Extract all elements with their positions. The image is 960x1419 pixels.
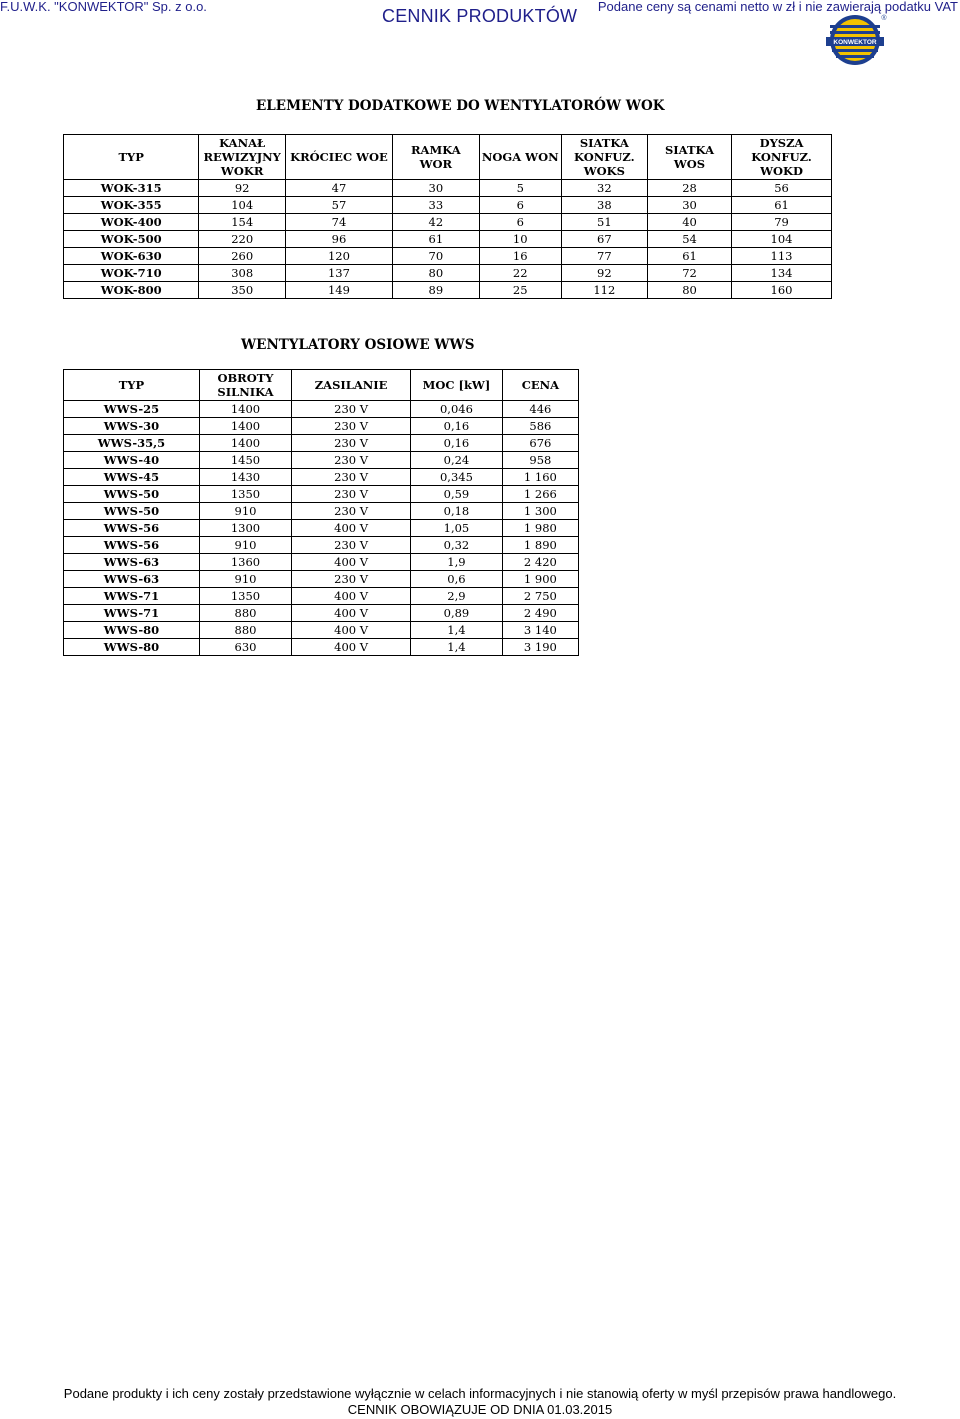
column-header: KRÓCIEC WOE [286, 135, 393, 180]
konwektor-logo-icon [824, 12, 888, 66]
table-row [64, 214, 832, 231]
value-cell: 6 [479, 197, 561, 214]
value-cell: 308 [199, 265, 286, 282]
column-header: TYP [64, 135, 199, 180]
column-header: RAMKA WOR [392, 135, 479, 180]
value-cell: 80 [647, 282, 731, 299]
value-cell: 910 [199, 571, 291, 588]
value-cell: 910 [199, 503, 291, 520]
logo-text: KONWEKTOR [833, 39, 877, 46]
value-cell: 80 [392, 265, 479, 282]
type-cell: WWS-71 [64, 588, 200, 605]
table-row [64, 435, 579, 452]
type-cell: WOK-630 [64, 248, 199, 265]
value-cell: 400 V [292, 605, 411, 622]
value-cell: 1,9 [411, 554, 503, 571]
value-cell: 2 490 [502, 605, 578, 622]
type-cell: WWS-50 [64, 486, 200, 503]
value-cell: 676 [502, 435, 578, 452]
table-row [64, 503, 579, 520]
value-cell: 1 266 [502, 486, 578, 503]
column-header: NOGA WON [479, 135, 561, 180]
table-row [64, 197, 832, 214]
value-cell: 61 [392, 231, 479, 248]
value-cell: 0,046 [411, 401, 503, 418]
type-cell: WWS-56 [64, 520, 200, 537]
value-cell: 1,4 [411, 622, 503, 639]
value-cell: 230 V [292, 452, 411, 469]
value-cell: 30 [392, 180, 479, 197]
value-cell: 230 V [292, 537, 411, 554]
table-row [64, 554, 579, 571]
type-cell: WWS-56 [64, 537, 200, 554]
value-cell: 32 [561, 180, 647, 197]
value-cell: 0,16 [411, 418, 503, 435]
wok-accessories-title: ELEMENTY DODATKOWE DO WENTYLATORÓW WOK [256, 98, 665, 114]
value-cell: 1,4 [411, 639, 503, 656]
value-cell: 2,9 [411, 588, 503, 605]
value-cell: 96 [286, 231, 393, 248]
value-cell: 92 [199, 180, 286, 197]
value-cell: 160 [732, 282, 832, 299]
value-cell: 0,18 [411, 503, 503, 520]
vat-note: Podane ceny są cenami netto w zł i nie zawierają podatku VAT [597, 0, 958, 14]
type-cell: WOK-500 [64, 231, 199, 248]
column-header: KANAŁ REWIZYJNY WOKR [199, 135, 286, 180]
table-row [64, 571, 579, 588]
type-cell: WWS-80 [64, 622, 200, 639]
value-cell: 57 [286, 197, 393, 214]
value-cell: 33 [392, 197, 479, 214]
type-cell: WOK-315 [64, 180, 199, 197]
value-cell: 230 V [292, 401, 411, 418]
table-row [64, 537, 579, 554]
value-cell: 880 [199, 605, 291, 622]
value-cell: 67 [561, 231, 647, 248]
value-cell: 30 [647, 197, 731, 214]
table-header-row [64, 135, 832, 180]
value-cell: 2 420 [502, 554, 578, 571]
value-cell: 0,345 [411, 469, 503, 486]
value-cell: 1350 [199, 588, 291, 605]
value-cell: 61 [732, 197, 832, 214]
value-cell: 400 V [292, 639, 411, 656]
value-cell: 149 [286, 282, 393, 299]
value-cell: 77 [561, 248, 647, 265]
value-cell: 120 [286, 248, 393, 265]
value-cell: 350 [199, 282, 286, 299]
value-cell: 79 [732, 214, 832, 231]
value-cell: 1400 [199, 401, 291, 418]
value-cell: 56 [732, 180, 832, 197]
value-cell: 10 [479, 231, 561, 248]
value-cell: 51 [561, 214, 647, 231]
type-cell: WWS-35,5 [64, 435, 200, 452]
value-cell: 112 [561, 282, 647, 299]
disclaimer: Podane produkty i ich ceny zostały przedstawione wyłącznie w celach informacyjnych i nie stanowią oferty w myśl przepisów prawa handlowego. [63, 1386, 897, 1401]
value-cell: 25 [479, 282, 561, 299]
column-header: DYSZA KONFUZ. WOKD [732, 135, 832, 180]
column-header: SIATKA KONFUZ. WOKS [561, 135, 647, 180]
column-header: OBROTY SILNIKA [199, 370, 291, 401]
value-cell: 70 [392, 248, 479, 265]
value-cell: 1 300 [502, 503, 578, 520]
value-cell: 47 [286, 180, 393, 197]
value-cell: 630 [199, 639, 291, 656]
value-cell: 22 [479, 265, 561, 282]
value-cell: 260 [199, 248, 286, 265]
value-cell: 3 140 [502, 622, 578, 639]
table-row [64, 639, 579, 656]
value-cell: 880 [199, 622, 291, 639]
value-cell: 92 [561, 265, 647, 282]
type-cell: WOK-400 [64, 214, 199, 231]
column-header: TYP [64, 370, 200, 401]
value-cell: 400 V [292, 520, 411, 537]
value-cell: 958 [502, 452, 578, 469]
value-cell: 74 [286, 214, 393, 231]
value-cell: 446 [502, 401, 578, 418]
table-row [64, 452, 579, 469]
table-row [64, 265, 832, 282]
value-cell: 137 [286, 265, 393, 282]
column-header: MOC [kW] [411, 370, 503, 401]
type-cell: WWS-63 [64, 554, 200, 571]
value-cell: 400 V [292, 622, 411, 639]
type-cell: WWS-30 [64, 418, 200, 435]
value-cell: 104 [732, 231, 832, 248]
value-cell: 0,59 [411, 486, 503, 503]
value-cell: 1 980 [502, 520, 578, 537]
table-row [64, 231, 832, 248]
type-cell: WOK-710 [64, 265, 199, 282]
value-cell: 230 V [292, 571, 411, 588]
value-cell: 0,89 [411, 605, 503, 622]
type-cell: WWS-71 [64, 605, 200, 622]
value-cell: 1400 [199, 418, 291, 435]
value-cell: 104 [199, 197, 286, 214]
table-row [64, 180, 832, 197]
type-cell: WWS-63 [64, 571, 200, 588]
column-header: ZASILANIE [292, 370, 411, 401]
value-cell: 230 V [292, 418, 411, 435]
wws-fans-table [63, 369, 579, 656]
value-cell: 1,05 [411, 520, 503, 537]
value-cell: 6 [479, 214, 561, 231]
table-row [64, 605, 579, 622]
value-cell: 400 V [292, 554, 411, 571]
type-cell: WWS-25 [64, 401, 200, 418]
value-cell: 54 [647, 231, 731, 248]
type-cell: WWS-80 [64, 639, 200, 656]
type-cell: WWS-50 [64, 503, 200, 520]
company-name: F.U.W.K. "KONWEKTOR" Sp. z o.o. [0, 0, 207, 14]
value-cell: 586 [502, 418, 578, 435]
value-cell: 0,6 [411, 571, 503, 588]
registered-mark: ® [881, 15, 887, 22]
value-cell: 89 [392, 282, 479, 299]
value-cell: 154 [199, 214, 286, 231]
value-cell: 230 V [292, 486, 411, 503]
table-row [64, 401, 579, 418]
value-cell: 28 [647, 180, 731, 197]
value-cell: 400 V [292, 588, 411, 605]
value-cell: 3 190 [502, 639, 578, 656]
value-cell: 0,32 [411, 537, 503, 554]
table-header-row [64, 370, 579, 401]
value-cell: 0,16 [411, 435, 503, 452]
value-cell: 134 [732, 265, 832, 282]
table-row [64, 418, 579, 435]
value-cell: 113 [732, 248, 832, 265]
value-cell: 1360 [199, 554, 291, 571]
page-title: CENNIK PRODUKTÓW [382, 6, 578, 26]
value-cell: 42 [392, 214, 479, 231]
valid-from: CENNIK OBOWIĄZUJE OD DNIA 01.03.2015 [347, 1402, 613, 1417]
value-cell: 38 [561, 197, 647, 214]
value-cell: 1 890 [502, 537, 578, 554]
value-cell: 1350 [199, 486, 291, 503]
column-header: SIATKA WOS [647, 135, 731, 180]
type-cell: WOK-355 [64, 197, 199, 214]
table-row [64, 282, 832, 299]
value-cell: 1300 [199, 520, 291, 537]
value-cell: 16 [479, 248, 561, 265]
table-row [64, 486, 579, 503]
value-cell: 72 [647, 265, 731, 282]
wws-fans-title: WENTYLATORY OSIOWE WWS [241, 337, 475, 353]
value-cell: 40 [647, 214, 731, 231]
value-cell: 1450 [199, 452, 291, 469]
table-row [64, 622, 579, 639]
table-row [64, 588, 579, 605]
value-cell: 1 900 [502, 571, 578, 588]
wok-accessories-table [63, 134, 832, 299]
value-cell: 5 [479, 180, 561, 197]
value-cell: 230 V [292, 503, 411, 520]
column-header: CENA [502, 370, 578, 401]
value-cell: 230 V [292, 469, 411, 486]
type-cell: WOK-800 [64, 282, 199, 299]
value-cell: 1400 [199, 435, 291, 452]
table-row [64, 520, 579, 537]
value-cell: 230 V [292, 435, 411, 452]
value-cell: 61 [647, 248, 731, 265]
value-cell: 1 160 [502, 469, 578, 486]
value-cell: 1430 [199, 469, 291, 486]
type-cell: WWS-40 [64, 452, 200, 469]
value-cell: 910 [199, 537, 291, 554]
value-cell: 0,24 [411, 452, 503, 469]
value-cell: 2 750 [502, 588, 578, 605]
value-cell: 220 [199, 231, 286, 248]
table-row [64, 469, 579, 486]
type-cell: WWS-45 [64, 469, 200, 486]
table-row [64, 248, 832, 265]
